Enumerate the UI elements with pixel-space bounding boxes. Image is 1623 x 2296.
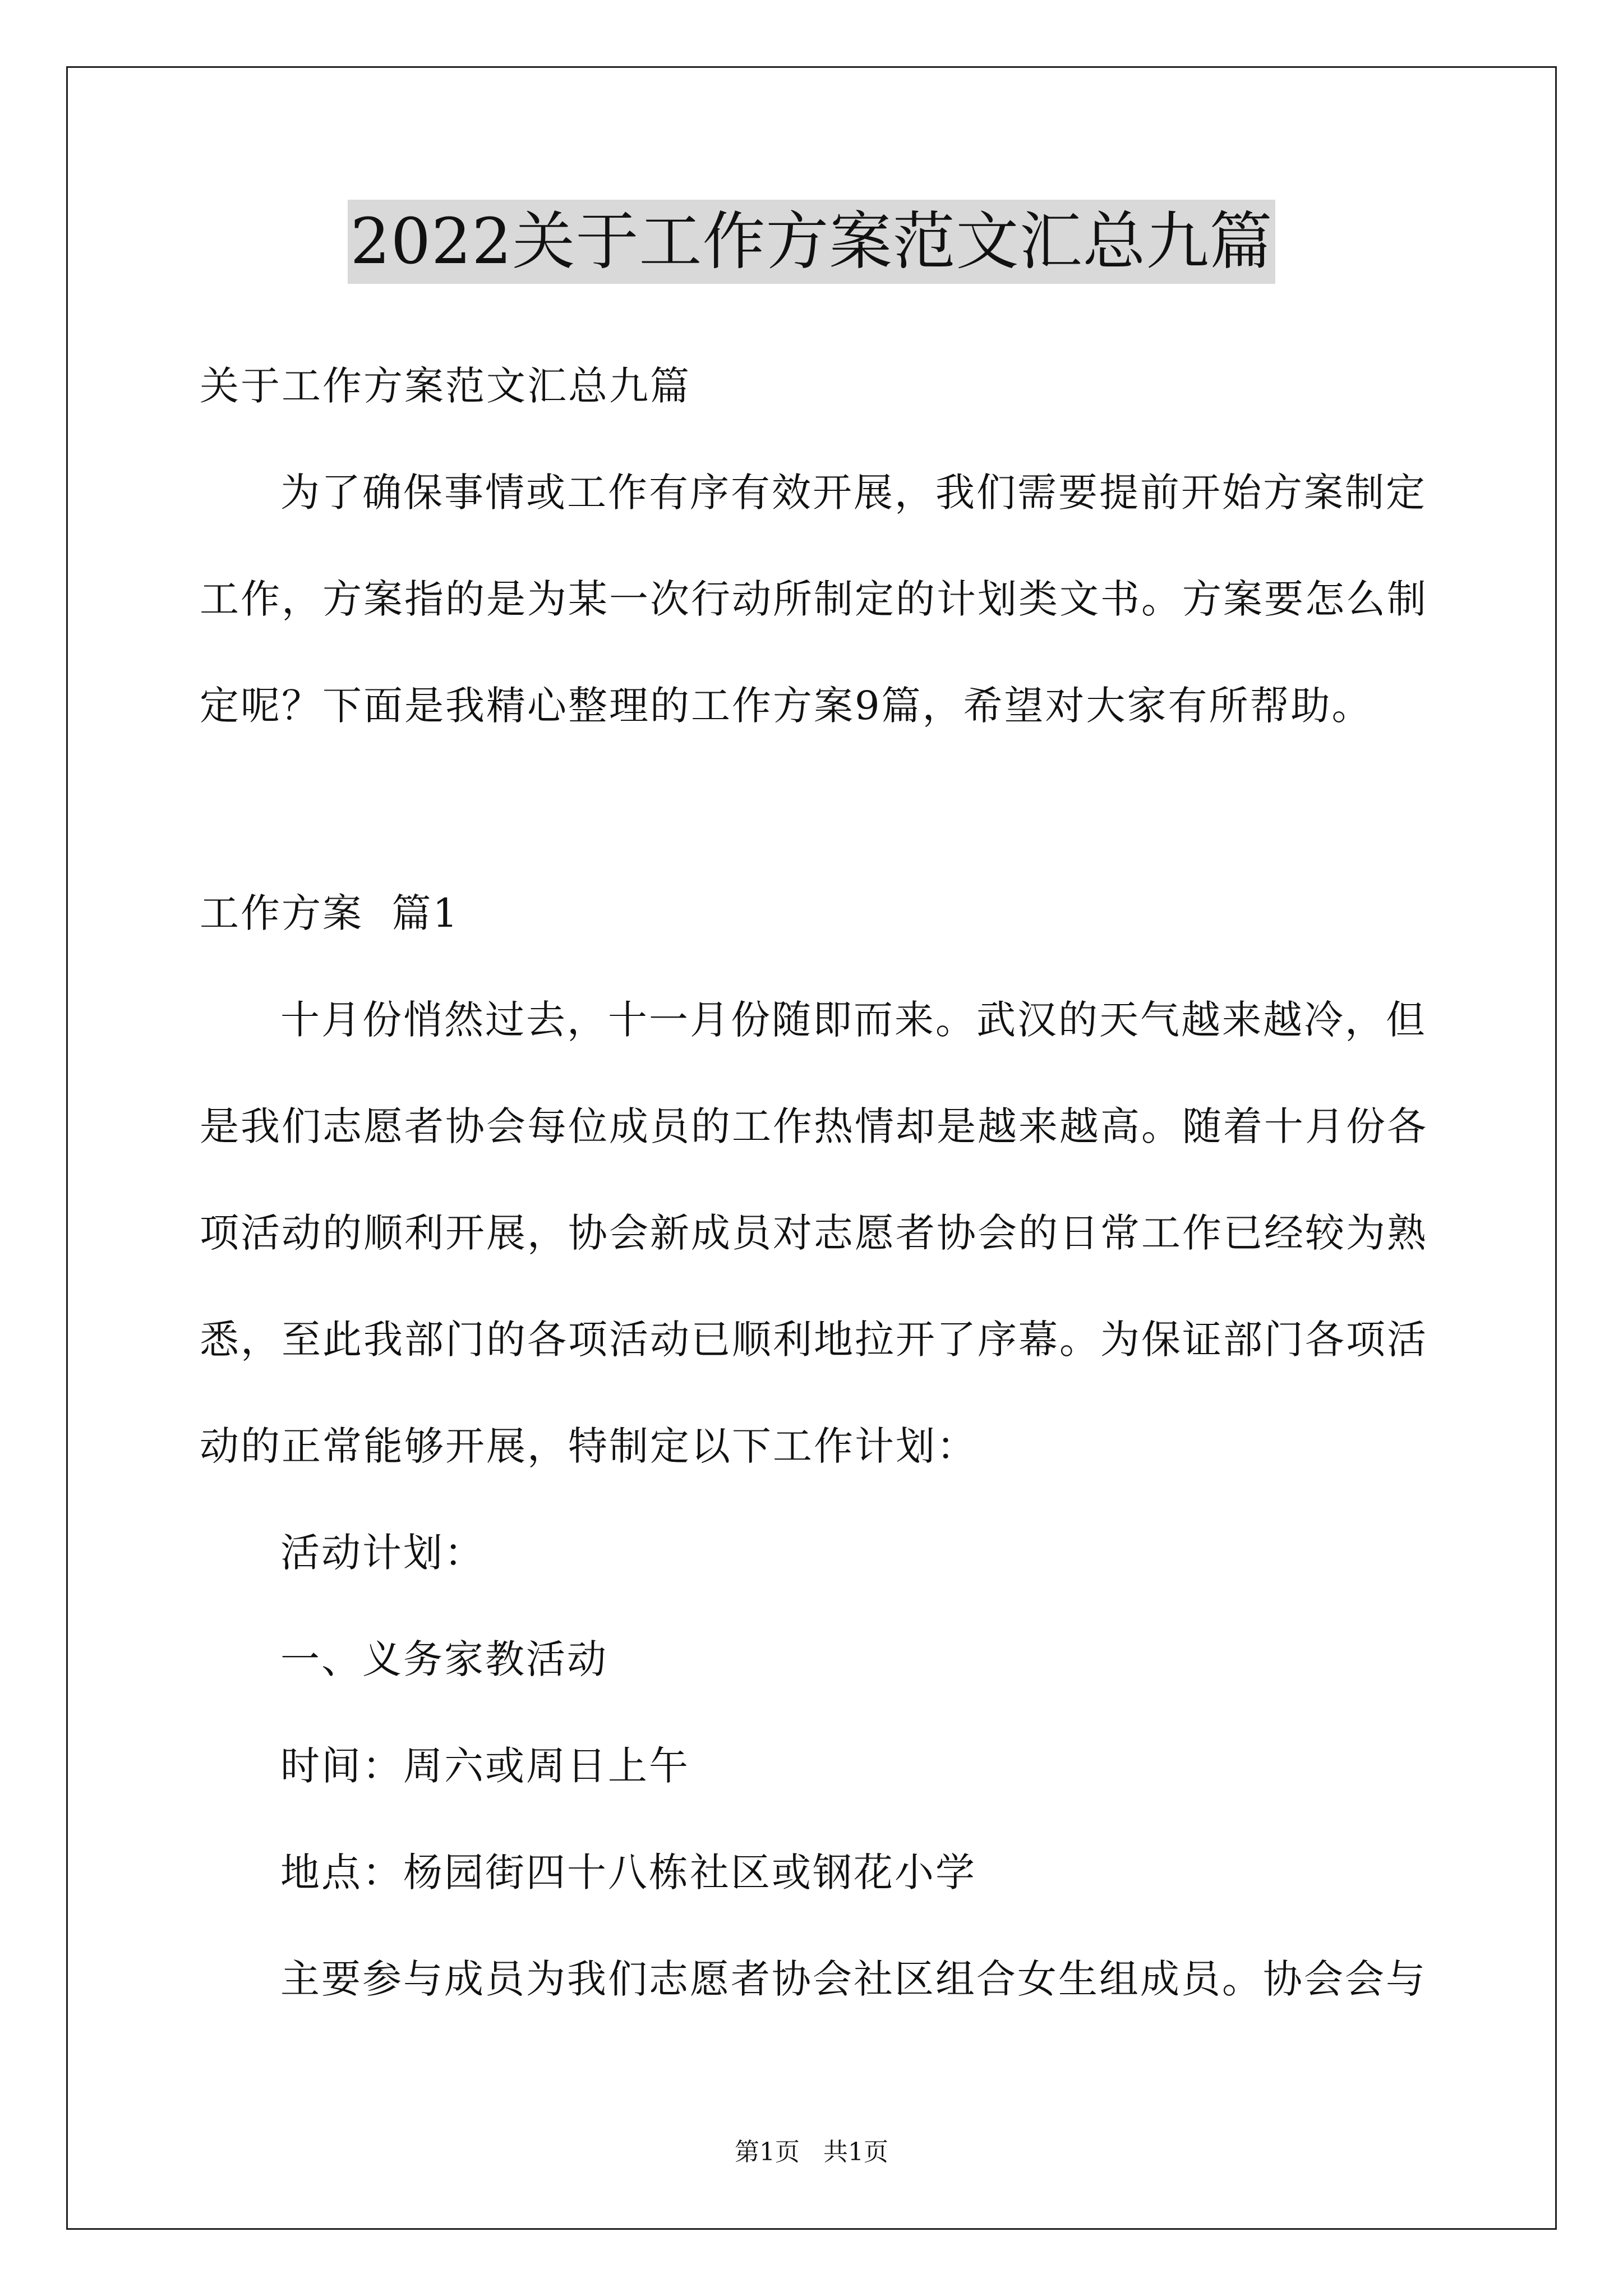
item-1-description: 主要参与成员为我们志愿者协会社区组合女生组成员。协会会与 xyxy=(280,1956,1427,2002)
item-1-title: 一、义务家教活动 xyxy=(280,1636,608,1682)
item-1-time: 时间：周六或周日上午 xyxy=(280,1743,690,1789)
intro-line-1: 为了确保事情或工作有序有效开展，我们需要提前开始方案制定 xyxy=(280,470,1427,516)
section-heading: 工作方案 篇1 xyxy=(200,890,460,936)
section-line-1: 十月份悄然过去，十一月份随即而来。武汉的天气越来越冷，但 xyxy=(280,997,1427,1043)
document-title: 2022关于工作方案范文汇总九篇 xyxy=(348,200,1275,284)
item-1-place: 地点：杨园街四十八栋社区或钢花小学 xyxy=(280,1849,976,1895)
section-line-4: 悉，至此我部门的各项活动已顺利地拉开了序幕。为保证部门各项活 xyxy=(200,1317,1428,1363)
document-subtitle: 关于工作方案范文汇总九篇 xyxy=(200,363,691,409)
section-line-2: 是我们志愿者协会每位成员的工作热情却是越来越高。随着十月份各 xyxy=(200,1103,1428,1149)
intro-line-2: 工作，方案指的是为某一次行动所制定的计划类文书。方案要怎么制 xyxy=(200,576,1428,622)
section-line-3: 项活动的顺利开展，协会新成员对志愿者协会的日常工作已经较为熟 xyxy=(200,1210,1428,1256)
page-footer: 第1页 共1页 xyxy=(735,2138,888,2166)
intro-line-3: 定呢？下面是我精心整理的工作方案9篇，希望对大家有所帮助。 xyxy=(200,683,1373,729)
title-wrap xyxy=(0,200,1623,284)
plan-label: 活动计划： xyxy=(280,1530,485,1576)
section-line-5: 动的正常能够开展，特制定以下工作计划： xyxy=(200,1423,978,1469)
